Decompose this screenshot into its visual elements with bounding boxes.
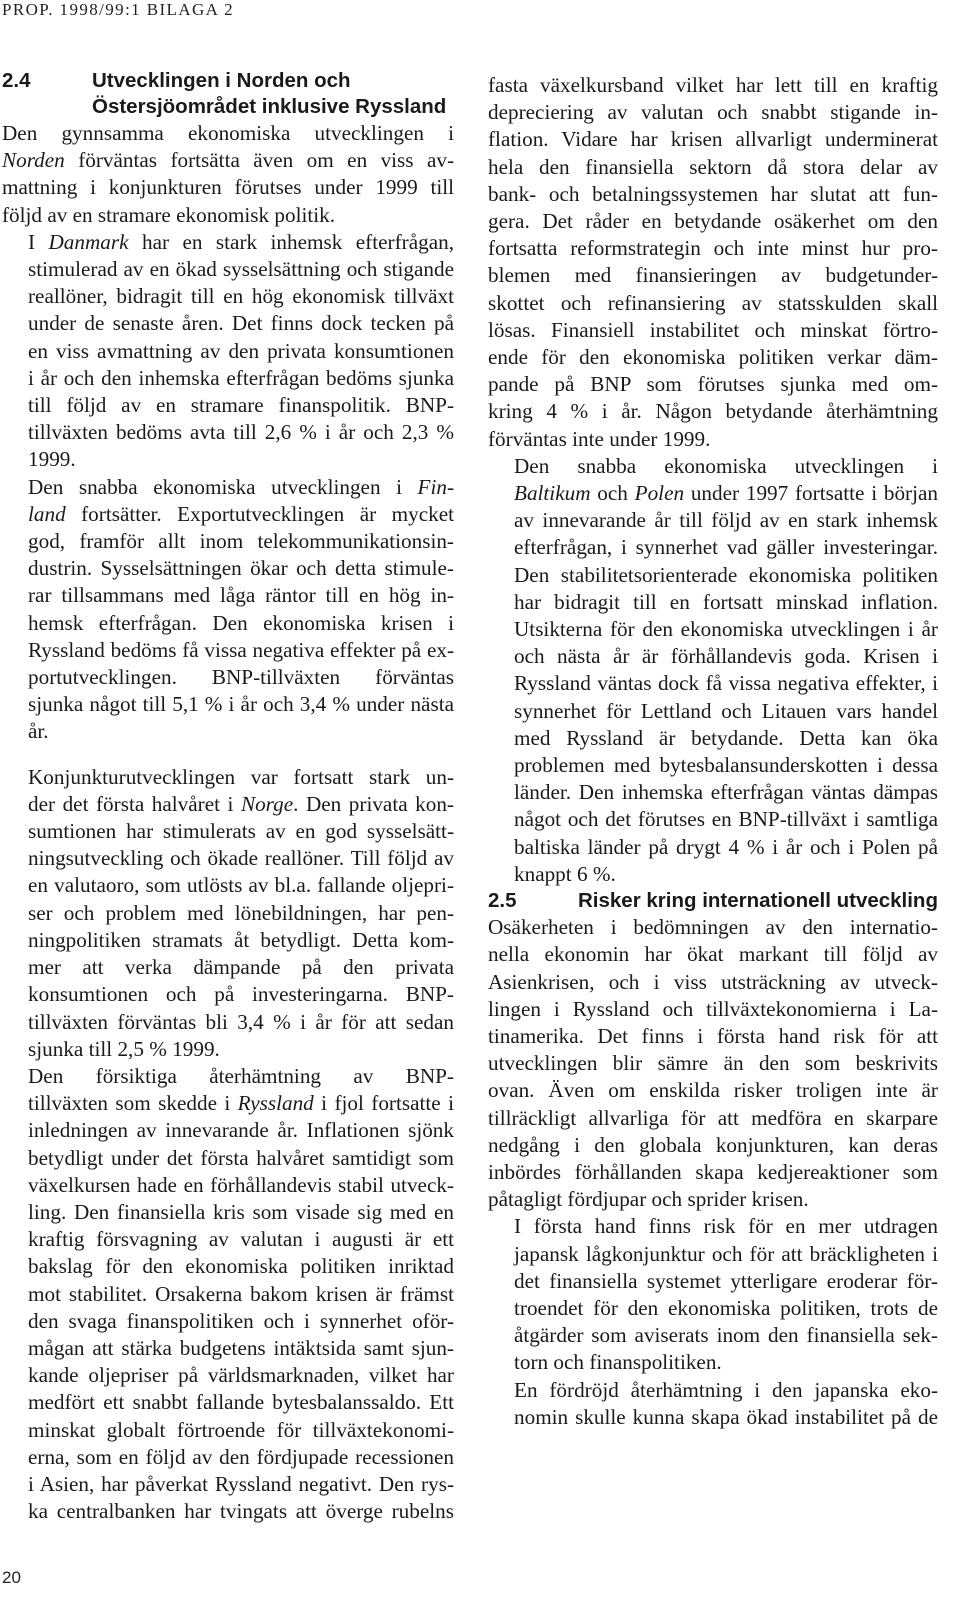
- text-line: sjunka till 2,5 % 1999.: [28, 1036, 220, 1061]
- text-line: mattning i konjunkturen förutses under 1999 till: [2, 175, 454, 200]
- paragraph-danmark: [2, 229, 454, 474]
- paragraph-norge: [2, 764, 454, 1063]
- text-line: ningsutveckling och ökade reallöner. Till följd av: [28, 846, 454, 871]
- text-line: kande oljepriser på världsmarknaden, vilket har: [28, 1363, 454, 1388]
- text-line: knappt 6 %.: [514, 861, 616, 886]
- text-line: det finansiella systemet ytterligare eroderar för-: [514, 1268, 938, 1293]
- text-line: länder. Den inhemska efterfrågan väntas dämpas: [514, 780, 938, 805]
- text-line: Den gynnsamma ekonomiska utvecklingen i: [2, 121, 454, 145]
- text-line: inbördes förhållanden skapa kedjereaktioner som: [488, 1159, 938, 1184]
- text-line: bakslag för den ekonomiska politiken inriktad: [28, 1254, 454, 1279]
- text-line: mot stabilitet. Orsakerna bakom krisen är främst: [28, 1281, 454, 1306]
- text-line: ling. Den finansiella kris som visade sig med en: [28, 1199, 454, 1224]
- emphasis: land: [28, 501, 66, 526]
- text-line: pande på BNP som förutses sjunka med om-: [488, 372, 938, 397]
- emphasis: Danmark: [48, 229, 129, 254]
- paragraph-finland: [2, 474, 454, 746]
- emphasis: Fin-: [417, 474, 454, 499]
- text-line: Den försiktiga återhämtning av BNP-: [28, 1063, 454, 1088]
- text-line: Den stabilitetsorienterade ekonomiska politiken: [514, 562, 938, 587]
- text-line: följd av en stramare ekonomisk politik.: [2, 202, 336, 227]
- text-line: tillväxten bedöms avta till 2,6 % i år och 2,3 %: [28, 420, 454, 445]
- paragraph-norden: [2, 120, 454, 229]
- text-line: påtagligt fördjupar och sprider krisen.: [488, 1187, 809, 1212]
- text-line: lösas. Finansiell instabilitet och minskat förtro-: [488, 317, 938, 342]
- text-line: skottet och refinansiering av statsskulden skall: [488, 290, 938, 315]
- text-line: till följd av en stramare finanspolitik. BNP-: [28, 393, 454, 418]
- text-line: hela den finansiella sektorn då stora delar av: [488, 154, 938, 179]
- text-line: En fördröjd återhämtning i den japanska eko-: [514, 1377, 938, 1402]
- text-line: rar tillsammans med låga räntor till en hög in-: [28, 583, 454, 608]
- text-run: under 1997 fortsatte i början: [684, 481, 938, 506]
- text-line: [2, 501, 454, 528]
- paragraph-japan-risk: [488, 1213, 938, 1376]
- text-line: lingen i Ryssland och tillväxtekonomierna i La-: [488, 996, 938, 1021]
- section-title-line: Östersjöområdet inklusive Ryssland: [92, 95, 447, 118]
- text-line: flation. Vidare har krisen allvarligt underminerat: [488, 127, 938, 152]
- emphasis: Polen: [634, 481, 685, 506]
- page-number: 20: [2, 1568, 21, 1587]
- text-line: ka centralbanken har tvingats att överge rubelns: [28, 1499, 454, 1524]
- text-run: och: [590, 481, 635, 506]
- text-line: växelkursen hade en förhållandevis stabil utveck-: [28, 1172, 454, 1197]
- text-line: inledningen av innevarande år. Inflationen sjönk: [28, 1118, 454, 1143]
- text-line: mågan att stärka budgetens intäktsida samt sjun-: [28, 1335, 454, 1360]
- text-line: Den snabba ekonomiska utvecklingen i: [514, 453, 938, 478]
- text-line: mer att verka dämpande på den privata: [28, 955, 454, 980]
- text-line: betydligt under det första halvåret samtidigt som: [28, 1145, 454, 1170]
- text-line: Asienkrisen, och i viss utsträckning av utveck-: [488, 969, 938, 994]
- paragraph-baltikum: [488, 453, 938, 888]
- paragraph-ryssland-cont: [488, 72, 938, 453]
- text-run: har en stark inhemsk efterfrågan,: [128, 229, 454, 254]
- text-line: kring 4 % i år. Någon betydande återhämtning: [488, 399, 938, 424]
- text-line: portutvecklingen. BNP-tillväxten förväntas: [28, 665, 454, 690]
- text-line: sjunka något till 5,1 % i år och 3,4 % under nästa: [28, 692, 454, 717]
- emphasis: Baltikum: [514, 481, 591, 506]
- text-line: har bidragit till en fortsatt minskad inflation.: [514, 589, 938, 614]
- text-line: I första hand finns risk för en mer utdragen: [514, 1214, 938, 1239]
- section-title-line: Utvecklingen i Norden och: [92, 69, 351, 92]
- text-line: dustrin. Sysselsättningen ökar och detta stimule-: [28, 556, 454, 581]
- emphasis: Norge: [240, 791, 294, 816]
- text-line: år.: [28, 719, 49, 744]
- text-line: fasta växelkursband vilket har lett till en kraftig: [488, 73, 938, 97]
- text-line: sumtionen har stimulerats av en god sysselsätt-: [28, 819, 454, 844]
- text-line: tillväxten förväntas bli 3,4 % i år för att sedan: [28, 1009, 454, 1034]
- left-column: [2, 68, 454, 1525]
- text-line: ende för den ekonomiska politiken verkar däm-: [488, 345, 938, 370]
- section-number: 2.5: [488, 889, 517, 913]
- section-heading-2-4: [2, 68, 454, 120]
- text-line: stimulerad av en ökad sysselsättning och stigande: [28, 257, 454, 282]
- running-head: PROP. 1998/99:1 BILAGA 2: [2, 0, 234, 19]
- text-run: i fjol fortsatte i: [313, 1091, 454, 1116]
- text-line: [2, 1090, 454, 1117]
- section-heading-2-5: [488, 888, 938, 914]
- text-line: erna, som en följd av den fördjupade recessionen: [28, 1444, 454, 1469]
- emphasis: Ryssland: [237, 1091, 314, 1116]
- text-run: fortsätter. Exportutvecklingen är mycket: [65, 501, 454, 526]
- text-line: Konjunkturutvecklingen var fortsatt stark un-: [28, 764, 454, 789]
- text-line: Ryssland bedöms få vissa negativa effekter på ex-: [28, 637, 454, 662]
- text-line: hemsk efterfrågan. Den ekonomiska krisen i: [28, 610, 454, 635]
- text-line: Ryssland väntas dock få vissa negativa effekter, i: [514, 671, 938, 696]
- text-line: något och det förutses en BNP-tillväxt i samtliga: [514, 807, 938, 832]
- text-line: synnerhet för Lettland och Litauen vars handel: [514, 698, 938, 723]
- right-column: [488, 72, 938, 1431]
- text-line: Osäkerheten i bedömningen av den internatio-: [488, 915, 938, 940]
- text-line: förväntas inte under 1999.: [488, 426, 711, 451]
- text-line: nella ekonomin har ökat markant till följd av: [488, 942, 938, 967]
- section-number: 2.4: [2, 69, 31, 92]
- text-run: der det första halvåret i: [28, 791, 241, 816]
- text-line: under de senaste åren. Det finns dock tecken på: [28, 311, 454, 336]
- text-line: troendet för den ekonomiska politiken, trots de: [514, 1295, 938, 1320]
- text-run: Den snabba ekonomiska utvecklingen i: [28, 474, 418, 499]
- text-line: en viss avmattning av den privata konsumtionen: [28, 338, 454, 363]
- text-line: japansk lågkonjunktur och för att bräckligheten i: [514, 1241, 938, 1266]
- emphasis: Norden: [2, 148, 65, 173]
- text-line: [2, 791, 454, 818]
- text-line: reallöner, bidragit till en hög ekonomisk tillväxt: [28, 284, 454, 309]
- text-line: kraftig försvagning av valutan i augusti är ett: [28, 1227, 454, 1252]
- text-line: bank- och betalningssystemen har slutat att fun-: [488, 181, 938, 206]
- text-line: [2, 229, 454, 256]
- text-line: tillräckligt allvarliga för att medföra en skarpare: [488, 1105, 938, 1130]
- text-line: baltiska länder på drygt 4 % i år och i Polen på: [514, 834, 938, 859]
- text-line: tinamerika. Det finns i första hand risk för att: [488, 1023, 938, 1048]
- text-line: den svaga finanspolitiken och i synnerhet oför-: [28, 1308, 454, 1333]
- text-line: torn och finanspolitiken.: [514, 1350, 722, 1375]
- text-line: minskat globalt förtroende för tillväxtekonomi-: [28, 1417, 454, 1442]
- text-line: ningpolitiken stramats åt betydligt. Detta kom-: [28, 927, 454, 952]
- text-line: och nästa år är förhållandevis goda. Krisen i: [514, 644, 938, 669]
- paragraph-japan-recovery: [488, 1377, 938, 1431]
- text-run: förväntas fortsätta även om en viss av-: [78, 148, 455, 173]
- text-line: nedgång i den globala konjunkturen, kan deras: [488, 1132, 938, 1157]
- section-title: [92, 68, 454, 120]
- text-line: konsumtionen och på investeringarna. BNP-: [28, 982, 454, 1007]
- text-run: I: [28, 229, 49, 254]
- paragraph-ryssland: [2, 1063, 454, 1525]
- text-line: [2, 474, 454, 501]
- text-line: gera. Det råder en betydande osäkerhet om den: [488, 209, 938, 234]
- text-line: nomin skulle kunna skapa ökad instabilitet på de: [514, 1404, 938, 1429]
- text-run: . Den privata kon-: [293, 791, 454, 816]
- text-line: fortsatta reformstrategin och inte minst hur pro-: [488, 236, 938, 261]
- text-line: ser och problem med lönebildningen, har pen-: [28, 900, 454, 925]
- text-run: tillväxten som skedde i: [28, 1091, 238, 1116]
- text-line: åtgärder som aviserats inom den finansiella sek-: [514, 1323, 938, 1348]
- paragraph-osakerheten: [488, 914, 938, 1213]
- text-line: depreciering av valutan och snabbt stigande in-: [488, 100, 938, 125]
- text-line: i år och den inhemska efterfrågan bedöms sjunka: [28, 365, 454, 390]
- section-title: Risker kring internationell utveckling: [578, 889, 938, 913]
- text-line: efterfrågan, i synnerhet vad gäller investeringar.: [514, 535, 938, 560]
- text-line: ovan. Även om enskilda risker troligen inte är: [488, 1078, 938, 1103]
- text-line: Utsikterna för den ekonomiska utvecklingen i år: [514, 617, 938, 642]
- text-line: en valutaoro, som utlösts av bl.a. fallande oljepri-: [28, 873, 454, 898]
- text-line: [488, 480, 938, 507]
- text-line: medfört ett snabbt fallande bytesbalanssaldo. Ett: [28, 1390, 454, 1415]
- text-line: utvecklingen blir sämre än den som beskrivits: [488, 1051, 938, 1076]
- text-line: [2, 147, 454, 174]
- text-line: av innevarande år till följd av en stark inhemsk: [514, 508, 938, 533]
- text-line: i Asien, har påverkat Ryssland negativt. Den rys-: [28, 1471, 454, 1496]
- text-line: problemen med bytesbalansunderskotten i dessa: [514, 753, 938, 778]
- text-line: god, framför allt inom telekommunikationsin-: [28, 529, 454, 554]
- text-line: blemen med finansieringen av budgetunder-: [488, 263, 938, 288]
- text-line: med Ryssland är betydande. Detta kan öka: [514, 725, 938, 750]
- text-line: 1999.: [28, 447, 76, 472]
